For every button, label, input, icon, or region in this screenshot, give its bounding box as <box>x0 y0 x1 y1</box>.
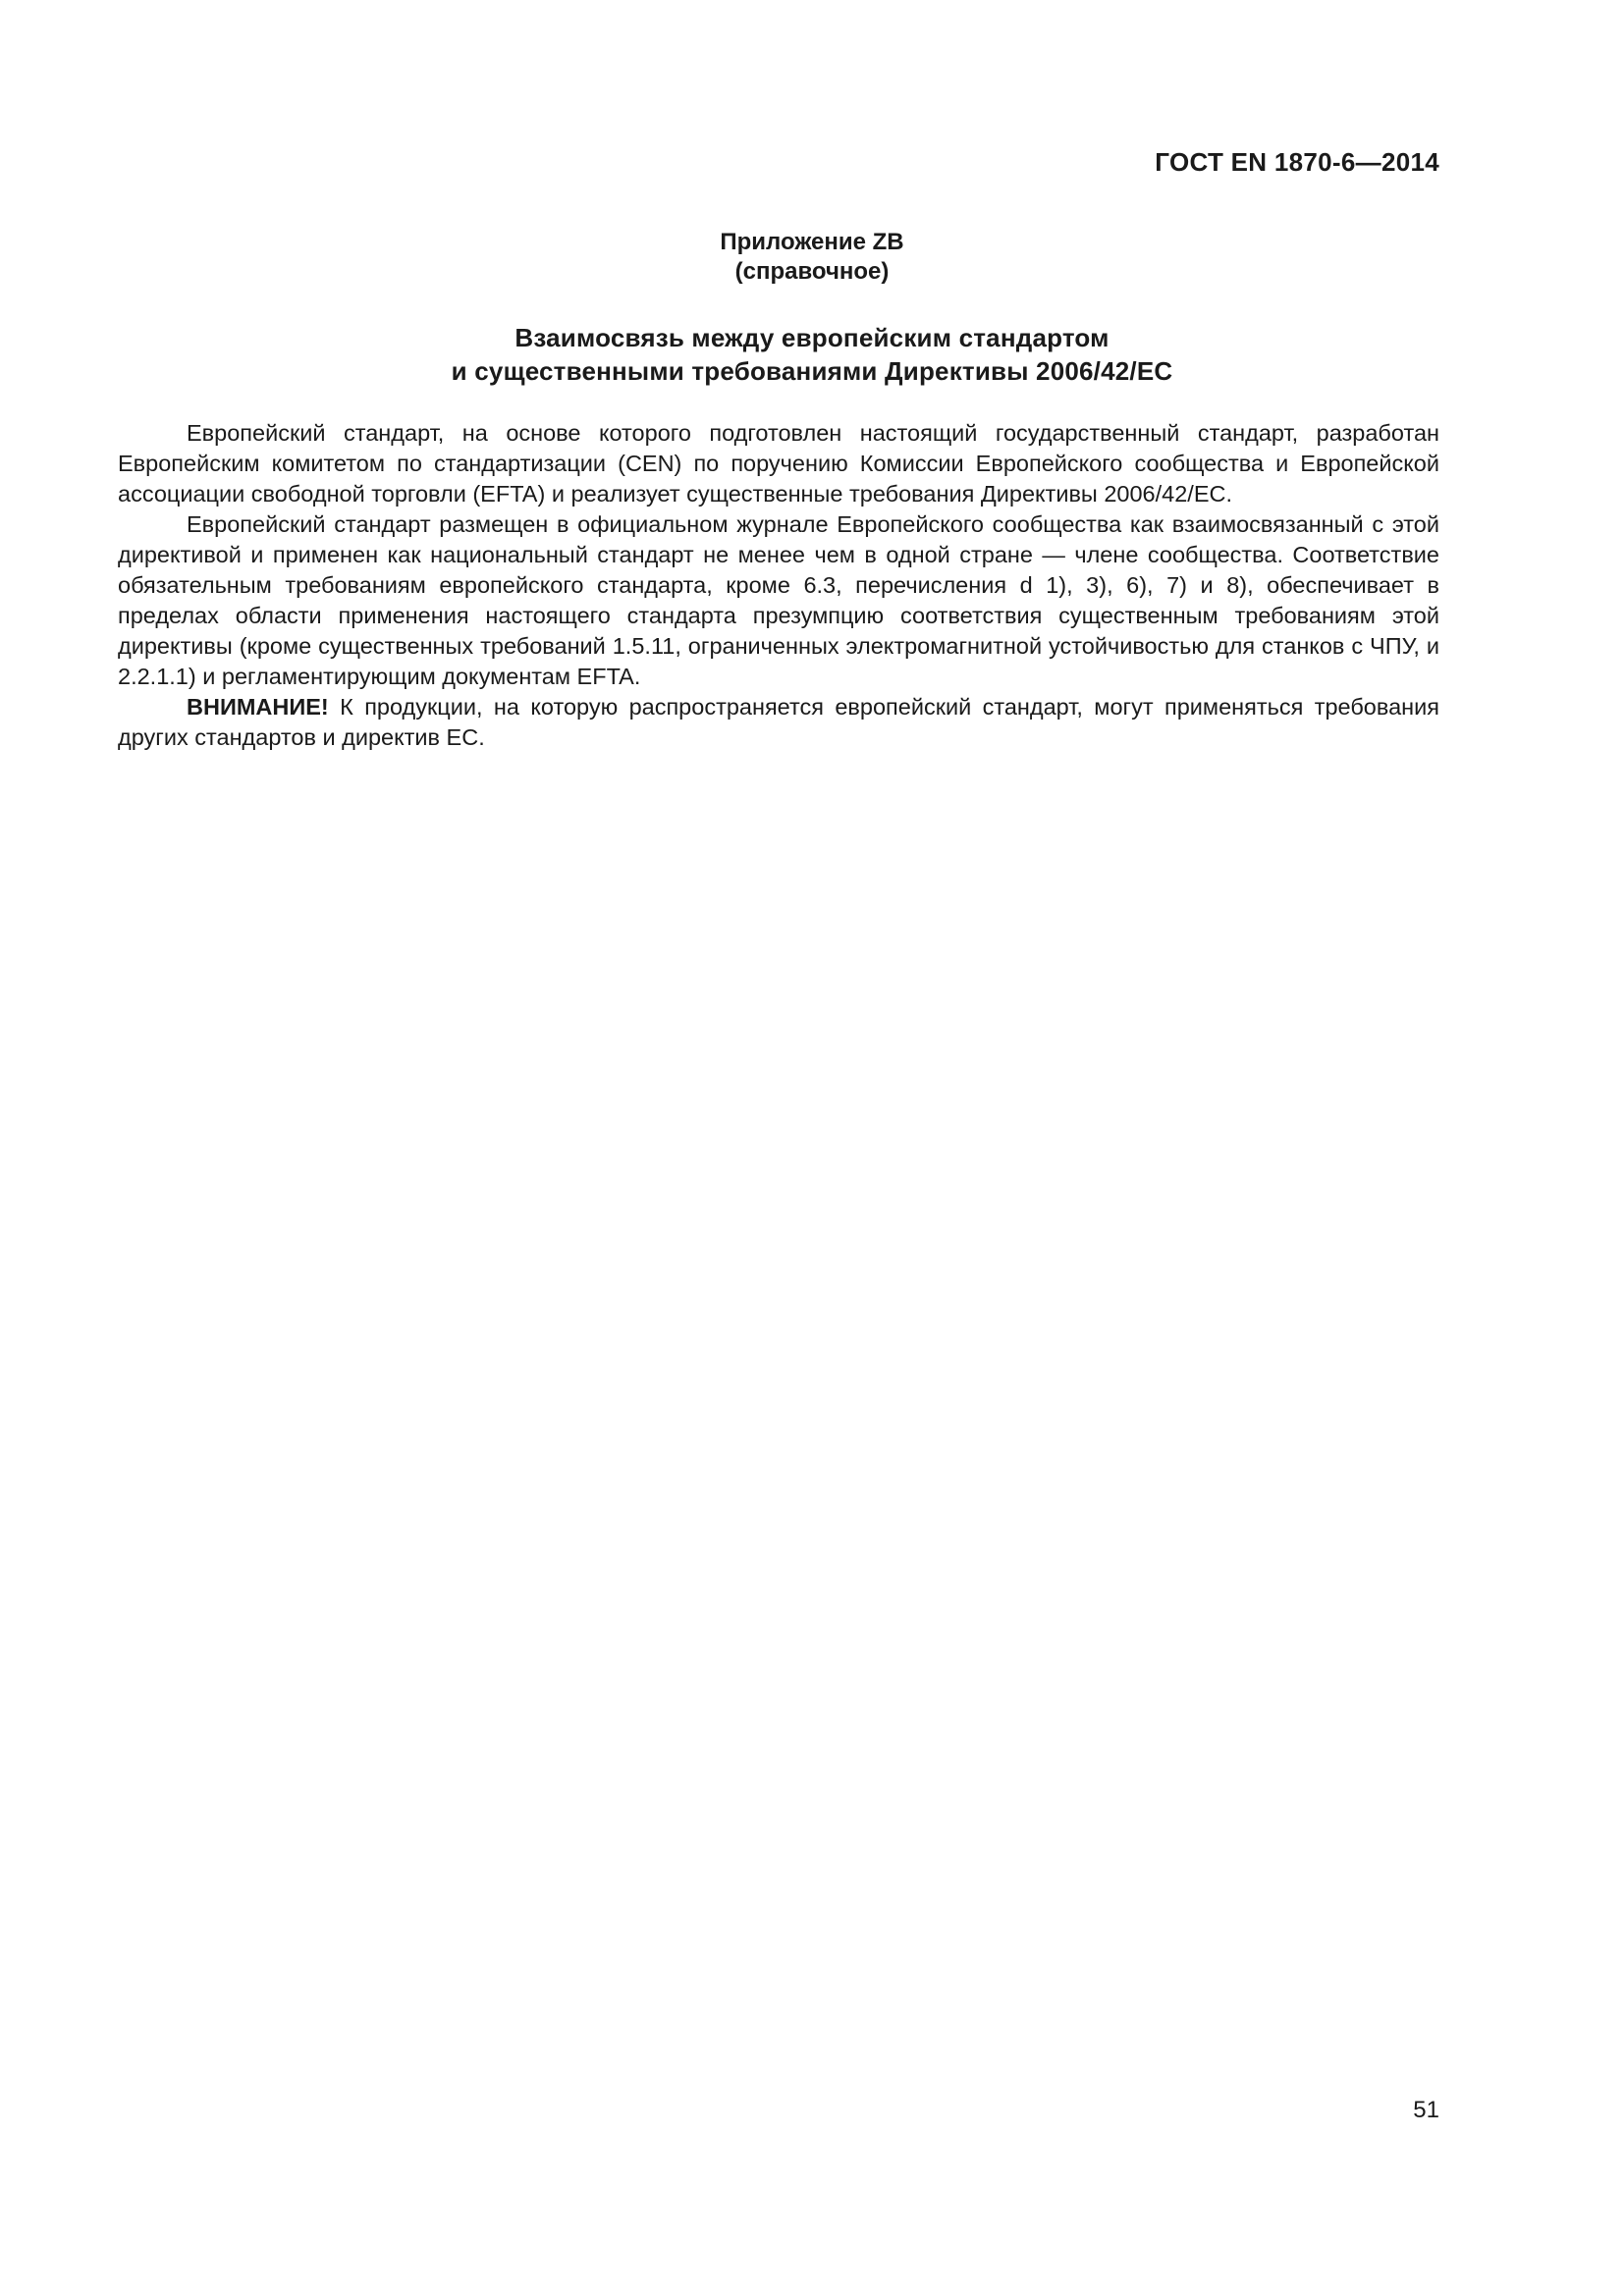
paragraph-2: Европейский стандарт размещен в официальном журнале Европейского сообщества как взаимосвязанный с этой директивой и применен как национальный стандарт не менее чем в одной стране — члене сообщества. Соответствие обязательным требованиям европейского стандарта, кроме 6.3, перечисления d 1), 3), 6), 7) и 8), обеспечивает в пределах области применения настоящего стандарта презумпцию соответствия существенным требованиям этой директивы (кроме существенных требований 1.5.11, ограниченных электромагнитной устойчивостью для станков с ЧПУ, и 2.2.1.1) и регламентирующим документам EFTA. <box>118 511 1439 689</box>
body-text <box>118 418 1439 753</box>
paragraph-3 <box>118 692 1439 753</box>
document-code: ГОСТ EN 1870-6—2014 <box>1155 147 1439 177</box>
annex-label: Приложение ZB <box>720 229 904 255</box>
paragraph-1: Европейский стандарт, на основе которого подготовлен настоящий государственный стандарт, разработан Европейским комитетом по стандартизации (CEN) по поручению Комиссии Европейского сообщества и Европейской ассоциации свободной торговли (EFTA) и реализует существенные требования Директивы 2006/42/ЕС. <box>118 420 1439 507</box>
annex-heading <box>0 228 1624 287</box>
page-number: 51 <box>1413 2097 1439 2123</box>
warning-label: ВНИМАНИЕ! <box>187 694 329 720</box>
annex-title <box>0 321 1624 388</box>
warning-text: К продукции, на которую распространяется европейский стандарт, могут применяться требования других стандартов и директив ЕС. <box>118 694 1439 750</box>
annex-title-line-2: и существенными требованиями Директивы 2006/42/ЕС <box>451 356 1173 386</box>
annex-title-line-1: Взаимосвязь между европейским стандартом <box>514 323 1110 352</box>
annex-status: (справочное) <box>734 258 890 285</box>
